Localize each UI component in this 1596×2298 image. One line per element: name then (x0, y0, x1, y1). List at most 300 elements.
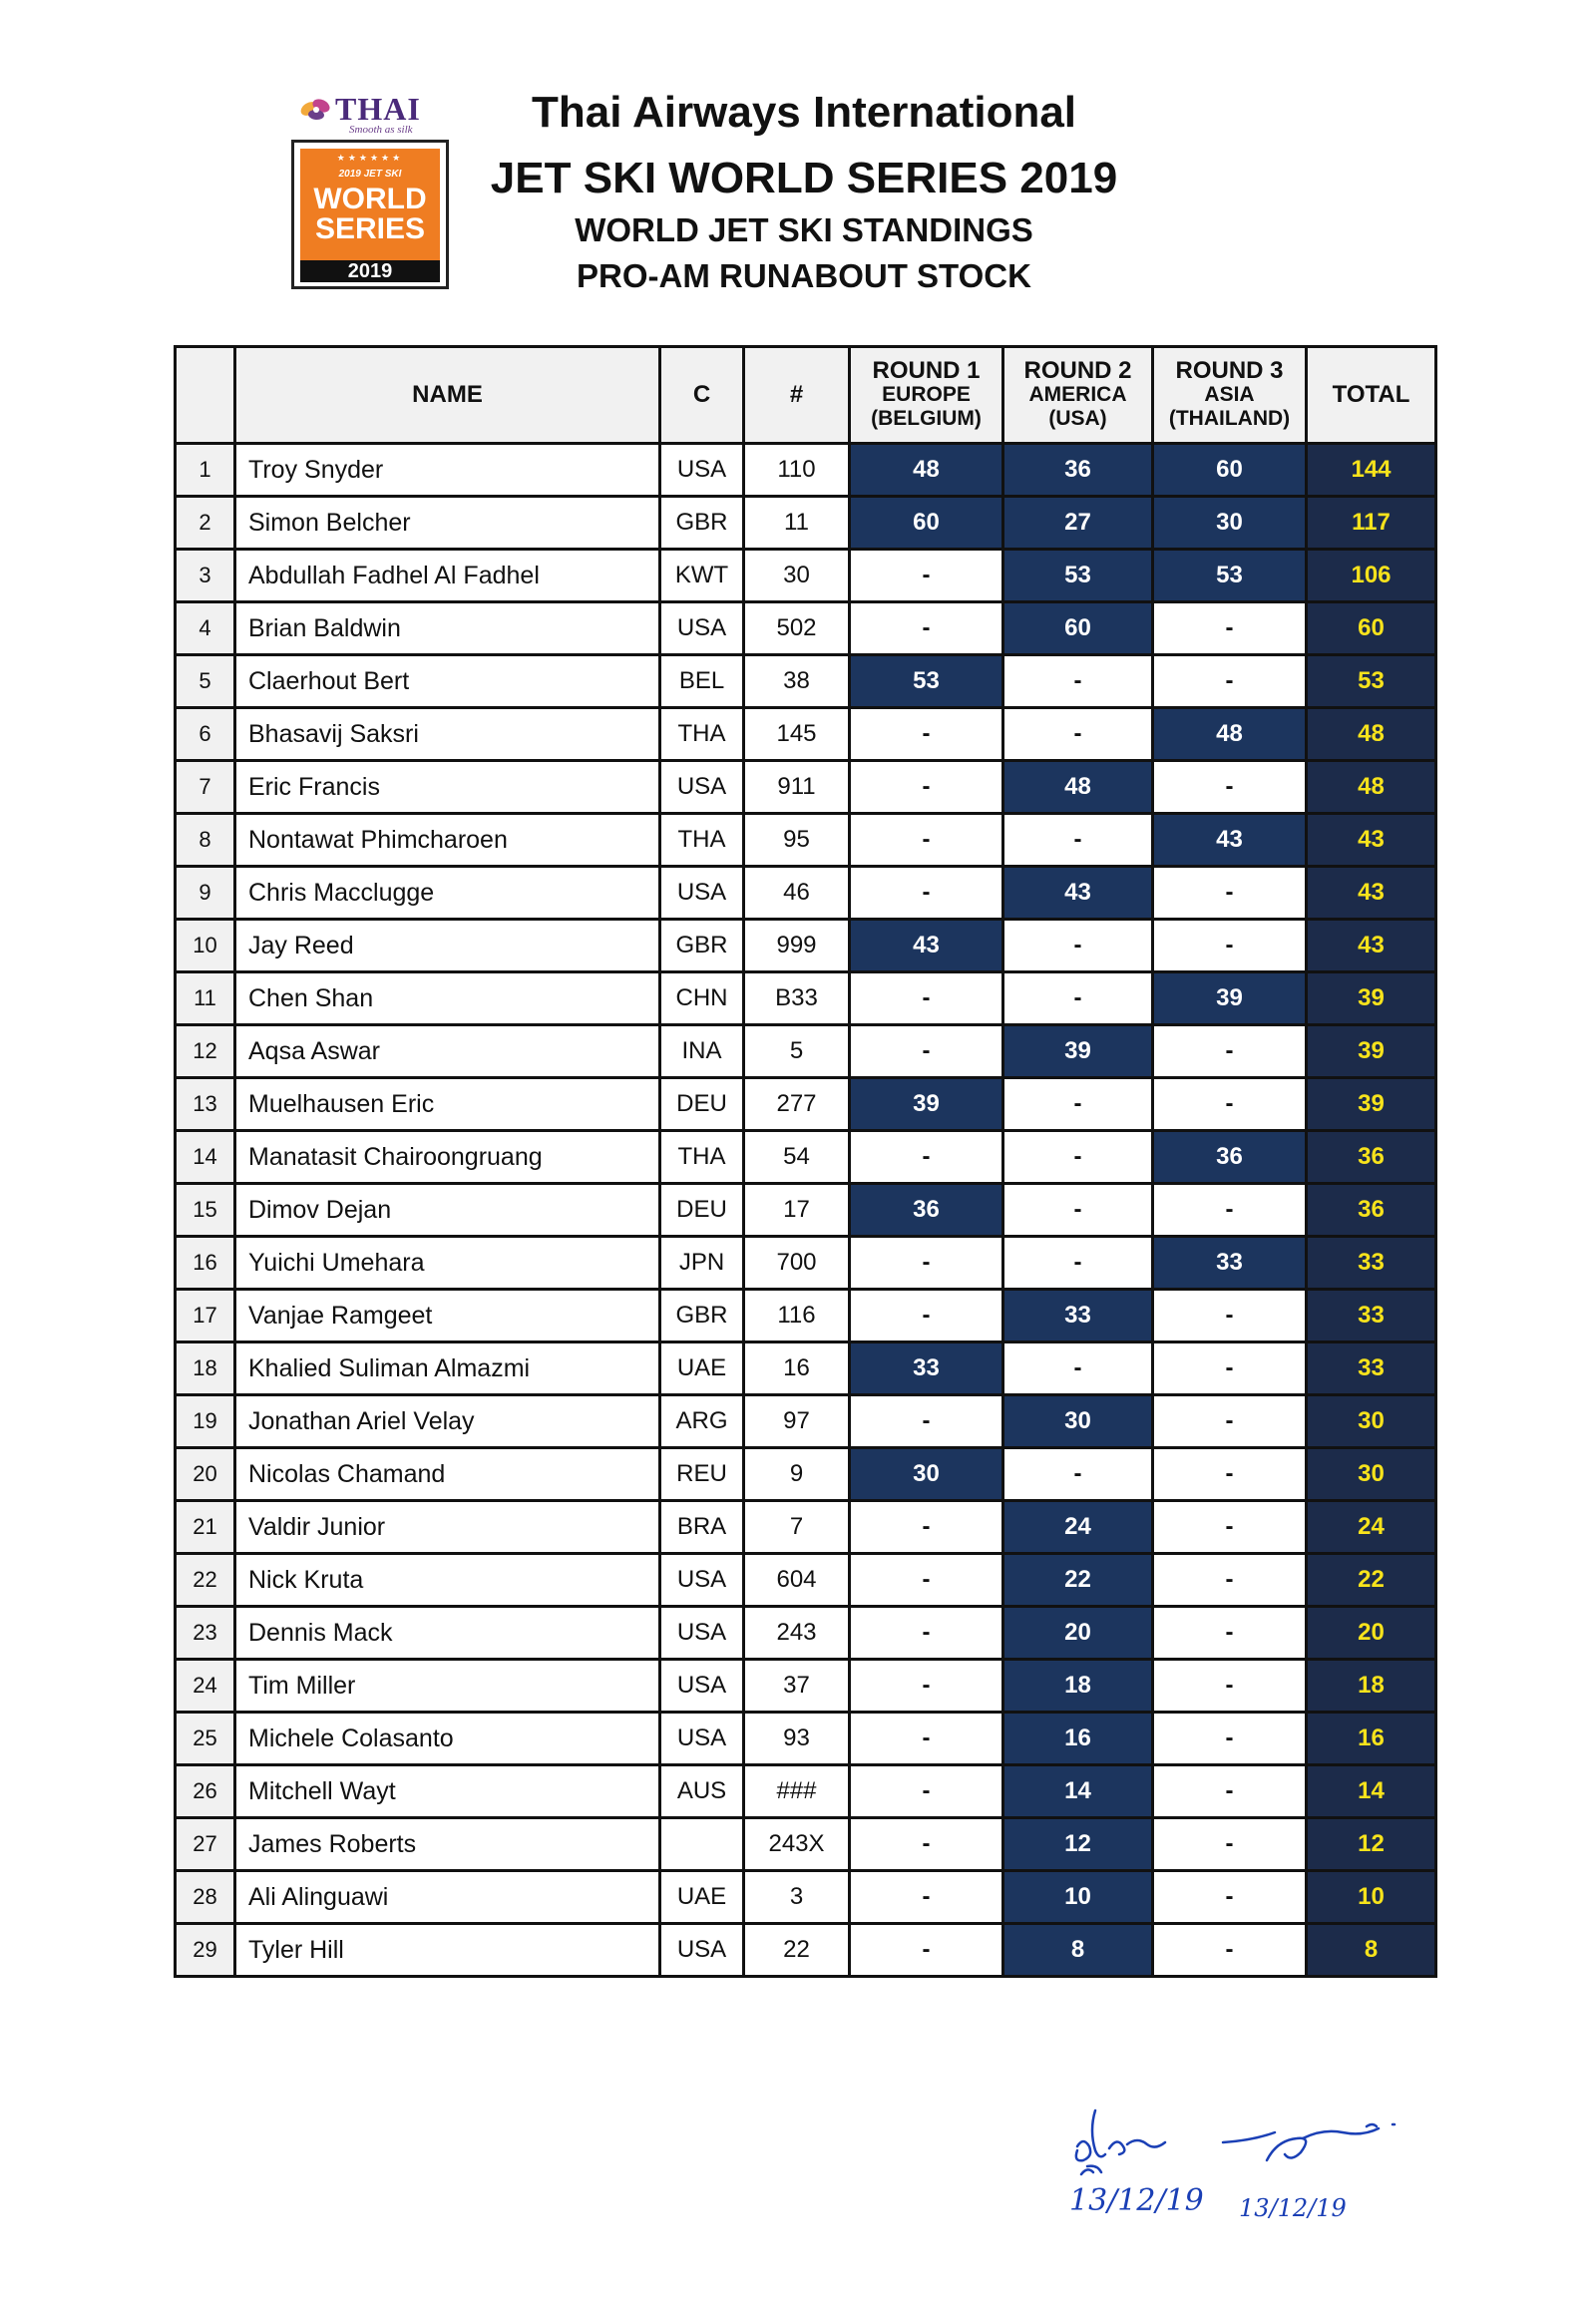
round1-score-cell: 60 (850, 497, 1003, 550)
number-cell: 7 (744, 1501, 850, 1554)
name-cell: Claerhout Bert (235, 655, 660, 708)
table-row (176, 1395, 1436, 1448)
round2-score-cell: 33 (1003, 1290, 1153, 1342)
round2-score-cell: 39 (1003, 1025, 1153, 1078)
round2-score-cell: 20 (1003, 1607, 1153, 1660)
round1-score-cell: - (850, 1924, 1003, 1977)
class-title: PRO-AM RUNABOUT STOCK (577, 257, 1031, 294)
number-cell: ### (744, 1765, 850, 1818)
rank-cell: 21 (176, 1501, 235, 1554)
number-cell: B33 (744, 972, 850, 1025)
number-cell: 700 (744, 1237, 850, 1290)
round1-title: ROUND 1 (872, 357, 981, 384)
total-cell: 12 (1307, 1818, 1436, 1871)
standings-table (174, 345, 1437, 1978)
round3-score-cell: - (1153, 1871, 1307, 1924)
table-row (176, 602, 1436, 655)
country-cell: USA (660, 867, 744, 920)
brand-tagline: Smooth as silk (349, 124, 413, 136)
rank-cell: 4 (176, 602, 235, 655)
country-cell: BRA (660, 1501, 744, 1554)
name-cell: Mitchell Wayt (235, 1765, 660, 1818)
rank-cell: 7 (176, 761, 235, 814)
country-cell: GBR (660, 497, 744, 550)
country-cell: CHN (660, 972, 744, 1025)
total-cell: 43 (1307, 867, 1436, 920)
number-cell: 30 (744, 550, 850, 602)
standings-body (176, 444, 1436, 1977)
number-cell: 3 (744, 1871, 850, 1924)
round3-score-cell: - (1153, 867, 1307, 920)
number-cell: 95 (744, 814, 850, 867)
total-cell: 117 (1307, 497, 1436, 550)
round2-score-cell: 27 (1003, 497, 1153, 550)
number-cell: 11 (744, 497, 850, 550)
round2-score-cell: 8 (1003, 1924, 1153, 1977)
table-row (176, 655, 1436, 708)
number-cell: 38 (744, 655, 850, 708)
round3-score-cell: - (1153, 1818, 1307, 1871)
number-cell: 110 (744, 444, 850, 497)
table-row (176, 1448, 1436, 1501)
total-cell: 14 (1307, 1765, 1436, 1818)
rank-cell: 17 (176, 1290, 235, 1342)
name-cell: Yuichi Umehara (235, 1237, 660, 1290)
table-row (176, 1818, 1436, 1871)
round1-score-cell: - (850, 1025, 1003, 1078)
series-badge (291, 140, 449, 289)
name-cell: Nontawat Phimcharoen (235, 814, 660, 867)
round3-score-cell: - (1153, 1501, 1307, 1554)
name-cell: Simon Belcher (235, 497, 660, 550)
total-cell: 24 (1307, 1501, 1436, 1554)
round2-score-cell: - (1003, 655, 1153, 708)
table-row (176, 1554, 1436, 1607)
round1-score-cell: 43 (850, 920, 1003, 972)
country-cell: REU (660, 1448, 744, 1501)
name-cell: Jay Reed (235, 920, 660, 972)
name-cell: Jonathan Ariel Velay (235, 1395, 660, 1448)
number-cell: 243X (744, 1818, 850, 1871)
country-cell: UAE (660, 1871, 744, 1924)
round3-score-cell: - (1153, 1025, 1307, 1078)
country-cell: KWT (660, 550, 744, 602)
rank-cell: 2 (176, 497, 235, 550)
table-row (176, 550, 1436, 602)
round3-score-cell: - (1153, 1395, 1307, 1448)
rank-cell: 14 (176, 1131, 235, 1184)
name-cell: Khalied Suliman Almazmi (235, 1342, 660, 1395)
rank-cell: 22 (176, 1554, 235, 1607)
round1-score-cell: - (850, 761, 1003, 814)
number-cell: 46 (744, 867, 850, 920)
table-row (176, 1765, 1436, 1818)
round2-score-cell: - (1003, 708, 1153, 761)
round3-score-cell: - (1153, 1078, 1307, 1131)
total-cell: 43 (1307, 920, 1436, 972)
total-cell: 8 (1307, 1924, 1436, 1977)
name-header: NAME (235, 347, 660, 444)
name-cell: Tyler Hill (235, 1924, 660, 1977)
number-header: # (744, 347, 850, 444)
round3-score-cell: - (1153, 1660, 1307, 1713)
round1-score-cell: 53 (850, 655, 1003, 708)
name-cell: Valdir Junior (235, 1501, 660, 1554)
number-cell: 22 (744, 1924, 850, 1977)
table-row (176, 1290, 1436, 1342)
table-row (176, 1501, 1436, 1554)
number-cell: 17 (744, 1184, 850, 1237)
table-row (176, 1131, 1436, 1184)
round1-score-cell: - (850, 1871, 1003, 1924)
number-cell: 16 (744, 1342, 850, 1395)
rank-cell: 10 (176, 920, 235, 972)
series-title: JET SKI WORLD SERIES 2019 (490, 154, 1118, 202)
name-cell: Chen Shan (235, 972, 660, 1025)
round3-score-cell: - (1153, 1448, 1307, 1501)
round1-score-cell: - (850, 1765, 1003, 1818)
total-cell: 43 (1307, 814, 1436, 867)
orchid-icon (299, 94, 333, 124)
standings-title: WORLD JET SKI STANDINGS (575, 211, 1033, 248)
round2-score-cell: 36 (1003, 444, 1153, 497)
country-cell: GBR (660, 1290, 744, 1342)
total-cell: 53 (1307, 655, 1436, 708)
total-cell: 10 (1307, 1871, 1436, 1924)
rank-cell: 11 (176, 972, 235, 1025)
number-cell: 9 (744, 1448, 850, 1501)
rank-cell: 8 (176, 814, 235, 867)
total-cell: 60 (1307, 602, 1436, 655)
round1-score-cell: - (850, 1713, 1003, 1765)
round2-score-cell: 22 (1003, 1554, 1153, 1607)
round2-score-cell: - (1003, 972, 1153, 1025)
total-cell: 33 (1307, 1290, 1436, 1342)
round2-score-cell: - (1003, 814, 1153, 867)
number-cell: 999 (744, 920, 850, 972)
round3-header (1153, 347, 1307, 444)
country-cell (660, 1818, 744, 1871)
total-cell: 30 (1307, 1395, 1436, 1448)
round2-score-cell: - (1003, 1078, 1153, 1131)
round3-score-cell: - (1153, 602, 1307, 655)
number-cell: 145 (744, 708, 850, 761)
number-cell: 604 (744, 1554, 850, 1607)
signature-1 (1057, 2105, 1207, 2264)
total-header: TOTAL (1307, 347, 1436, 444)
rank-cell: 29 (176, 1924, 235, 1977)
round3-score-cell: 60 (1153, 444, 1307, 497)
round2-score-cell: - (1003, 1131, 1153, 1184)
round2-score-cell: 53 (1003, 550, 1153, 602)
country-cell: THA (660, 814, 744, 867)
name-cell: Troy Snyder (235, 444, 660, 497)
number-cell: 54 (744, 1131, 850, 1184)
round3-score-cell: - (1153, 1765, 1307, 1818)
table-row (176, 1184, 1436, 1237)
country-cell: DEU (660, 1078, 744, 1131)
rank-cell: 18 (176, 1342, 235, 1395)
round1-score-cell: 39 (850, 1078, 1003, 1131)
round1-score-cell: - (850, 1131, 1003, 1184)
name-cell: Nicolas Chamand (235, 1448, 660, 1501)
round3-title: ROUND 3 (1175, 357, 1284, 384)
round1-score-cell: - (850, 1501, 1003, 1554)
round1-country: (BELGIUM) (871, 407, 982, 430)
name-cell: Ali Alinguawi (235, 1871, 660, 1924)
name-cell: Abdullah Fadhel Al Fadhel (235, 550, 660, 602)
stars-decoration: ★★★★★★ (336, 153, 404, 163)
round1-score-cell: - (850, 708, 1003, 761)
country-cell: USA (660, 1924, 744, 1977)
name-cell: Tim Miller (235, 1660, 660, 1713)
round2-score-cell: 14 (1003, 1765, 1153, 1818)
round1-score-cell: - (850, 1607, 1003, 1660)
round1-score-cell: - (850, 1554, 1003, 1607)
total-cell: 36 (1307, 1184, 1436, 1237)
name-cell: Michele Colasanto (235, 1713, 660, 1765)
country-cell: AUS (660, 1765, 744, 1818)
round3-score-cell: 48 (1153, 708, 1307, 761)
round2-score-cell: - (1003, 1184, 1153, 1237)
total-cell: 48 (1307, 761, 1436, 814)
country-cell: DEU (660, 1184, 744, 1237)
round3-score-cell: - (1153, 1184, 1307, 1237)
table-row (176, 497, 1436, 550)
table-row (176, 920, 1436, 972)
round2-score-cell: 16 (1003, 1713, 1153, 1765)
total-cell: 36 (1307, 1131, 1436, 1184)
total-cell: 16 (1307, 1713, 1436, 1765)
total-cell: 39 (1307, 972, 1436, 1025)
rank-cell: 12 (176, 1025, 235, 1078)
round2-score-cell: 18 (1003, 1660, 1153, 1713)
table-row (176, 1713, 1436, 1765)
signature-2 (1217, 2112, 1436, 2262)
round1-score-cell: - (850, 1660, 1003, 1713)
table-row (176, 1871, 1436, 1924)
number-cell: 277 (744, 1078, 850, 1131)
country-cell: USA (660, 1660, 744, 1713)
round3-score-cell: 36 (1153, 1131, 1307, 1184)
round3-score-cell: 33 (1153, 1237, 1307, 1290)
table-row (176, 1660, 1436, 1713)
table-row (176, 1078, 1436, 1131)
round1-score-cell: - (850, 550, 1003, 602)
rank-cell: 25 (176, 1713, 235, 1765)
table-row (176, 814, 1436, 867)
badge-line1: WORLD (313, 183, 427, 215)
rank-cell: 24 (176, 1660, 235, 1713)
name-cell: Chris Macclugge (235, 867, 660, 920)
country-cell: USA (660, 1554, 744, 1607)
round2-score-cell: 24 (1003, 1501, 1153, 1554)
rank-cell: 15 (176, 1184, 235, 1237)
table-row (176, 761, 1436, 814)
badge-year: 2019 (300, 260, 440, 282)
number-cell: 911 (744, 761, 850, 814)
total-cell: 39 (1307, 1025, 1436, 1078)
round2-score-cell: - (1003, 1237, 1153, 1290)
rank-cell: 27 (176, 1818, 235, 1871)
round1-score-cell: - (850, 602, 1003, 655)
total-cell: 18 (1307, 1660, 1436, 1713)
round3-score-cell: 30 (1153, 497, 1307, 550)
table-row (176, 1237, 1436, 1290)
round1-score-cell: - (850, 1395, 1003, 1448)
round3-score-cell: - (1153, 920, 1307, 972)
table-row (176, 444, 1436, 497)
badge-line2: SERIES (314, 212, 426, 245)
table-header-row (176, 347, 1436, 444)
name-cell: Dennis Mack (235, 1607, 660, 1660)
signature-1-date: 13/12/19 (1069, 2183, 1204, 2218)
number-cell: 37 (744, 1660, 850, 1713)
round3-country: (THAILAND) (1168, 407, 1291, 430)
round3-score-cell: - (1153, 655, 1307, 708)
country-cell: ARG (660, 1395, 744, 1448)
round2-header (1003, 347, 1153, 444)
name-cell: Muelhausen Eric (235, 1078, 660, 1131)
name-cell: James Roberts (235, 1818, 660, 1871)
round2-score-cell: 30 (1003, 1395, 1153, 1448)
rank-cell: 6 (176, 708, 235, 761)
name-cell: Brian Baldwin (235, 602, 660, 655)
rank-cell: 26 (176, 1765, 235, 1818)
name-cell: Bhasavij Saksri (235, 708, 660, 761)
country-cell: GBR (660, 920, 744, 972)
country-cell: USA (660, 1713, 744, 1765)
rank-cell: 23 (176, 1607, 235, 1660)
number-cell: 93 (744, 1713, 850, 1765)
country-header: C (660, 347, 744, 444)
round3-score-cell: - (1153, 1290, 1307, 1342)
round2-score-cell: - (1003, 1342, 1153, 1395)
country-cell: JPN (660, 1237, 744, 1290)
table-row (176, 867, 1436, 920)
badge-subtitle: 2019 JET SKI (338, 169, 402, 180)
rank-cell: 19 (176, 1395, 235, 1448)
thai-world-series-logo (291, 92, 451, 291)
table-row (176, 1607, 1436, 1660)
table-row (176, 972, 1436, 1025)
number-cell: 5 (744, 1025, 850, 1078)
number-cell: 97 (744, 1395, 850, 1448)
total-cell: 144 (1307, 444, 1436, 497)
name-cell: Nick Kruta (235, 1554, 660, 1607)
total-cell: 106 (1307, 550, 1436, 602)
name-cell: Dimov Dejan (235, 1184, 660, 1237)
rank-cell: 3 (176, 550, 235, 602)
round3-score-cell: - (1153, 761, 1307, 814)
round2-title: ROUND 2 (1023, 357, 1132, 384)
name-cell: Aqsa Aswar (235, 1025, 660, 1078)
round1-score-cell: - (850, 814, 1003, 867)
table-row (176, 1342, 1436, 1395)
round3-region: ASIA (1204, 383, 1255, 406)
round3-score-cell: - (1153, 1554, 1307, 1607)
round3-score-cell: - (1153, 1713, 1307, 1765)
country-cell: THA (660, 708, 744, 761)
round2-country: (USA) (1048, 407, 1107, 430)
round2-score-cell: - (1003, 920, 1153, 972)
thai-brand (299, 92, 421, 126)
total-cell: 30 (1307, 1448, 1436, 1501)
round1-score-cell: 48 (850, 444, 1003, 497)
rank-cell: 16 (176, 1237, 235, 1290)
table-row (176, 1025, 1436, 1078)
organizer-title: Thai Airways International (531, 88, 1077, 137)
round3-score-cell: - (1153, 1607, 1307, 1660)
total-cell: 33 (1307, 1342, 1436, 1395)
round1-header (850, 347, 1003, 444)
number-cell: 116 (744, 1290, 850, 1342)
rank-header (176, 347, 235, 444)
rank-cell: 28 (176, 1871, 235, 1924)
rank-cell: 9 (176, 867, 235, 920)
round2-score-cell: 43 (1003, 867, 1153, 920)
name-cell: Vanjae Ramgeet (235, 1290, 660, 1342)
number-cell: 502 (744, 602, 850, 655)
country-cell: INA (660, 1025, 744, 1078)
round1-score-cell: - (850, 1237, 1003, 1290)
name-cell: Eric Francis (235, 761, 660, 814)
signature-2-date: 13/12/19 (1239, 2194, 1347, 2222)
round2-score-cell: 10 (1003, 1871, 1153, 1924)
total-cell: 48 (1307, 708, 1436, 761)
round1-score-cell: - (850, 1290, 1003, 1342)
round2-score-cell: 48 (1003, 761, 1153, 814)
country-cell: USA (660, 761, 744, 814)
country-cell: USA (660, 444, 744, 497)
country-cell: BEL (660, 655, 744, 708)
rank-cell: 20 (176, 1448, 235, 1501)
round2-score-cell: 12 (1003, 1818, 1153, 1871)
round1-score-cell: - (850, 867, 1003, 920)
round3-score-cell: 53 (1153, 550, 1307, 602)
country-cell: UAE (660, 1342, 744, 1395)
round2-region: AMERICA (1028, 383, 1127, 406)
round1-score-cell: 33 (850, 1342, 1003, 1395)
rank-cell: 13 (176, 1078, 235, 1131)
rank-cell: 1 (176, 444, 235, 497)
round3-score-cell: 43 (1153, 814, 1307, 867)
round3-score-cell: - (1153, 1924, 1307, 1977)
round1-score-cell: - (850, 1818, 1003, 1871)
total-cell: 39 (1307, 1078, 1436, 1131)
round1-region: EUROPE (882, 383, 971, 406)
round1-score-cell: 30 (850, 1448, 1003, 1501)
round1-score-cell: 36 (850, 1184, 1003, 1237)
table-row (176, 1924, 1436, 1977)
number-cell: 243 (744, 1607, 850, 1660)
total-cell: 33 (1307, 1237, 1436, 1290)
rank-cell: 5 (176, 655, 235, 708)
total-cell: 20 (1307, 1607, 1436, 1660)
round3-score-cell: 39 (1153, 972, 1307, 1025)
country-cell: USA (660, 602, 744, 655)
round2-score-cell: - (1003, 1448, 1153, 1501)
brand-name: THAI (335, 90, 421, 127)
country-cell: THA (660, 1131, 744, 1184)
round1-score-cell: - (850, 972, 1003, 1025)
round3-score-cell: - (1153, 1342, 1307, 1395)
name-cell: Manatasit Chairoongruang (235, 1131, 660, 1184)
round2-score-cell: 60 (1003, 602, 1153, 655)
table-row (176, 708, 1436, 761)
total-cell: 22 (1307, 1554, 1436, 1607)
country-cell: USA (660, 1607, 744, 1660)
